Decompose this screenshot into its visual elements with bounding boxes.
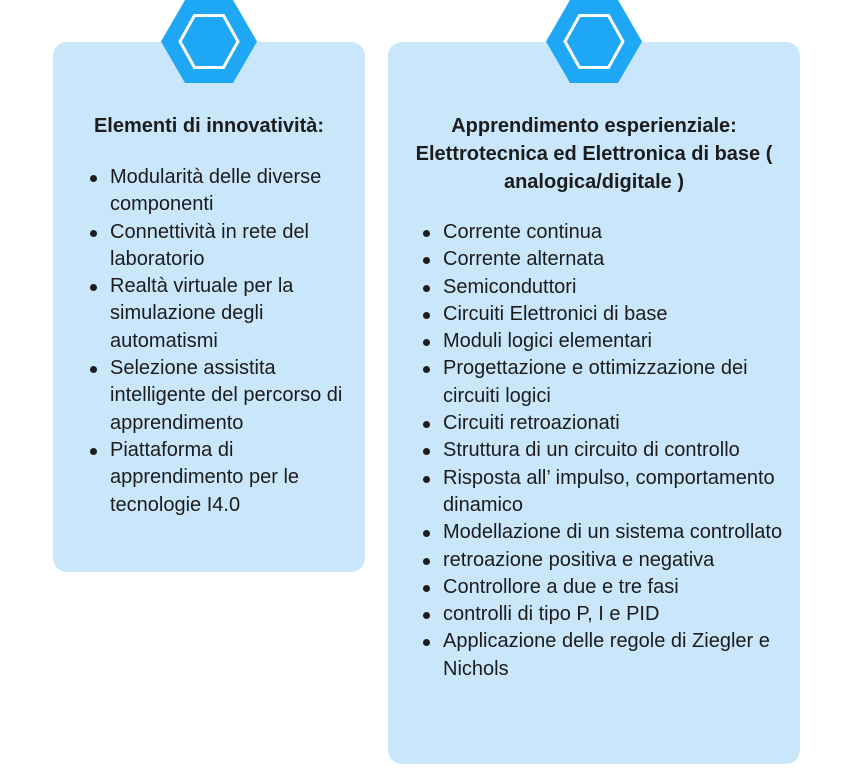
list-item: Semiconduttori [443, 274, 793, 301]
list-item: controlli di tipo P, I e PID [443, 601, 793, 628]
hexagon-icon [546, 0, 642, 83]
list-item: Progettazione e ottimizzazione dei circuiti logici [443, 355, 793, 410]
list-item: Piattaforma di apprendimento per le tecnologie I4.0 [110, 437, 360, 519]
list-item: Controllore a due e tre fasi [443, 574, 793, 601]
list-item: Circuiti retroazionati [443, 410, 793, 437]
list-item: Moduli logici elementari [443, 328, 793, 355]
list-item: Corrente continua [443, 219, 793, 246]
right-card-title: Apprendimento esperienziale: Elettrotecnica ed Elettronica di base ( analogica/digitale ) [415, 115, 773, 193]
list-item: Applicazione delle regole di Ziegler e Nichols [443, 628, 793, 683]
hexagon-icon [161, 0, 257, 83]
list-item: Circuiti Elettronici di base [443, 301, 793, 328]
list-item: Connettività in rete del laboratorio [110, 219, 360, 274]
left-card-title: Elementi di innovatività: [93, 115, 325, 137]
list-item: Corrente alternata [443, 246, 793, 273]
left-card-list [110, 164, 360, 519]
right-card-list [443, 219, 793, 683]
list-item: Modellazione di un sistema controllato [443, 519, 793, 546]
list-item: Risposta all’ impulso, comportamento dinamico [443, 465, 793, 520]
list-item: Selezione assistita intelligente del percorso di apprendimento [110, 355, 360, 437]
list-item: Modularità delle diverse componenti [110, 164, 360, 219]
list-item: Struttura di un circuito di controllo [443, 437, 793, 464]
list-item: Realtà virtuale per la simulazione degli automatismi [110, 273, 360, 355]
list-item: retroazione positiva e negativa [443, 547, 793, 574]
